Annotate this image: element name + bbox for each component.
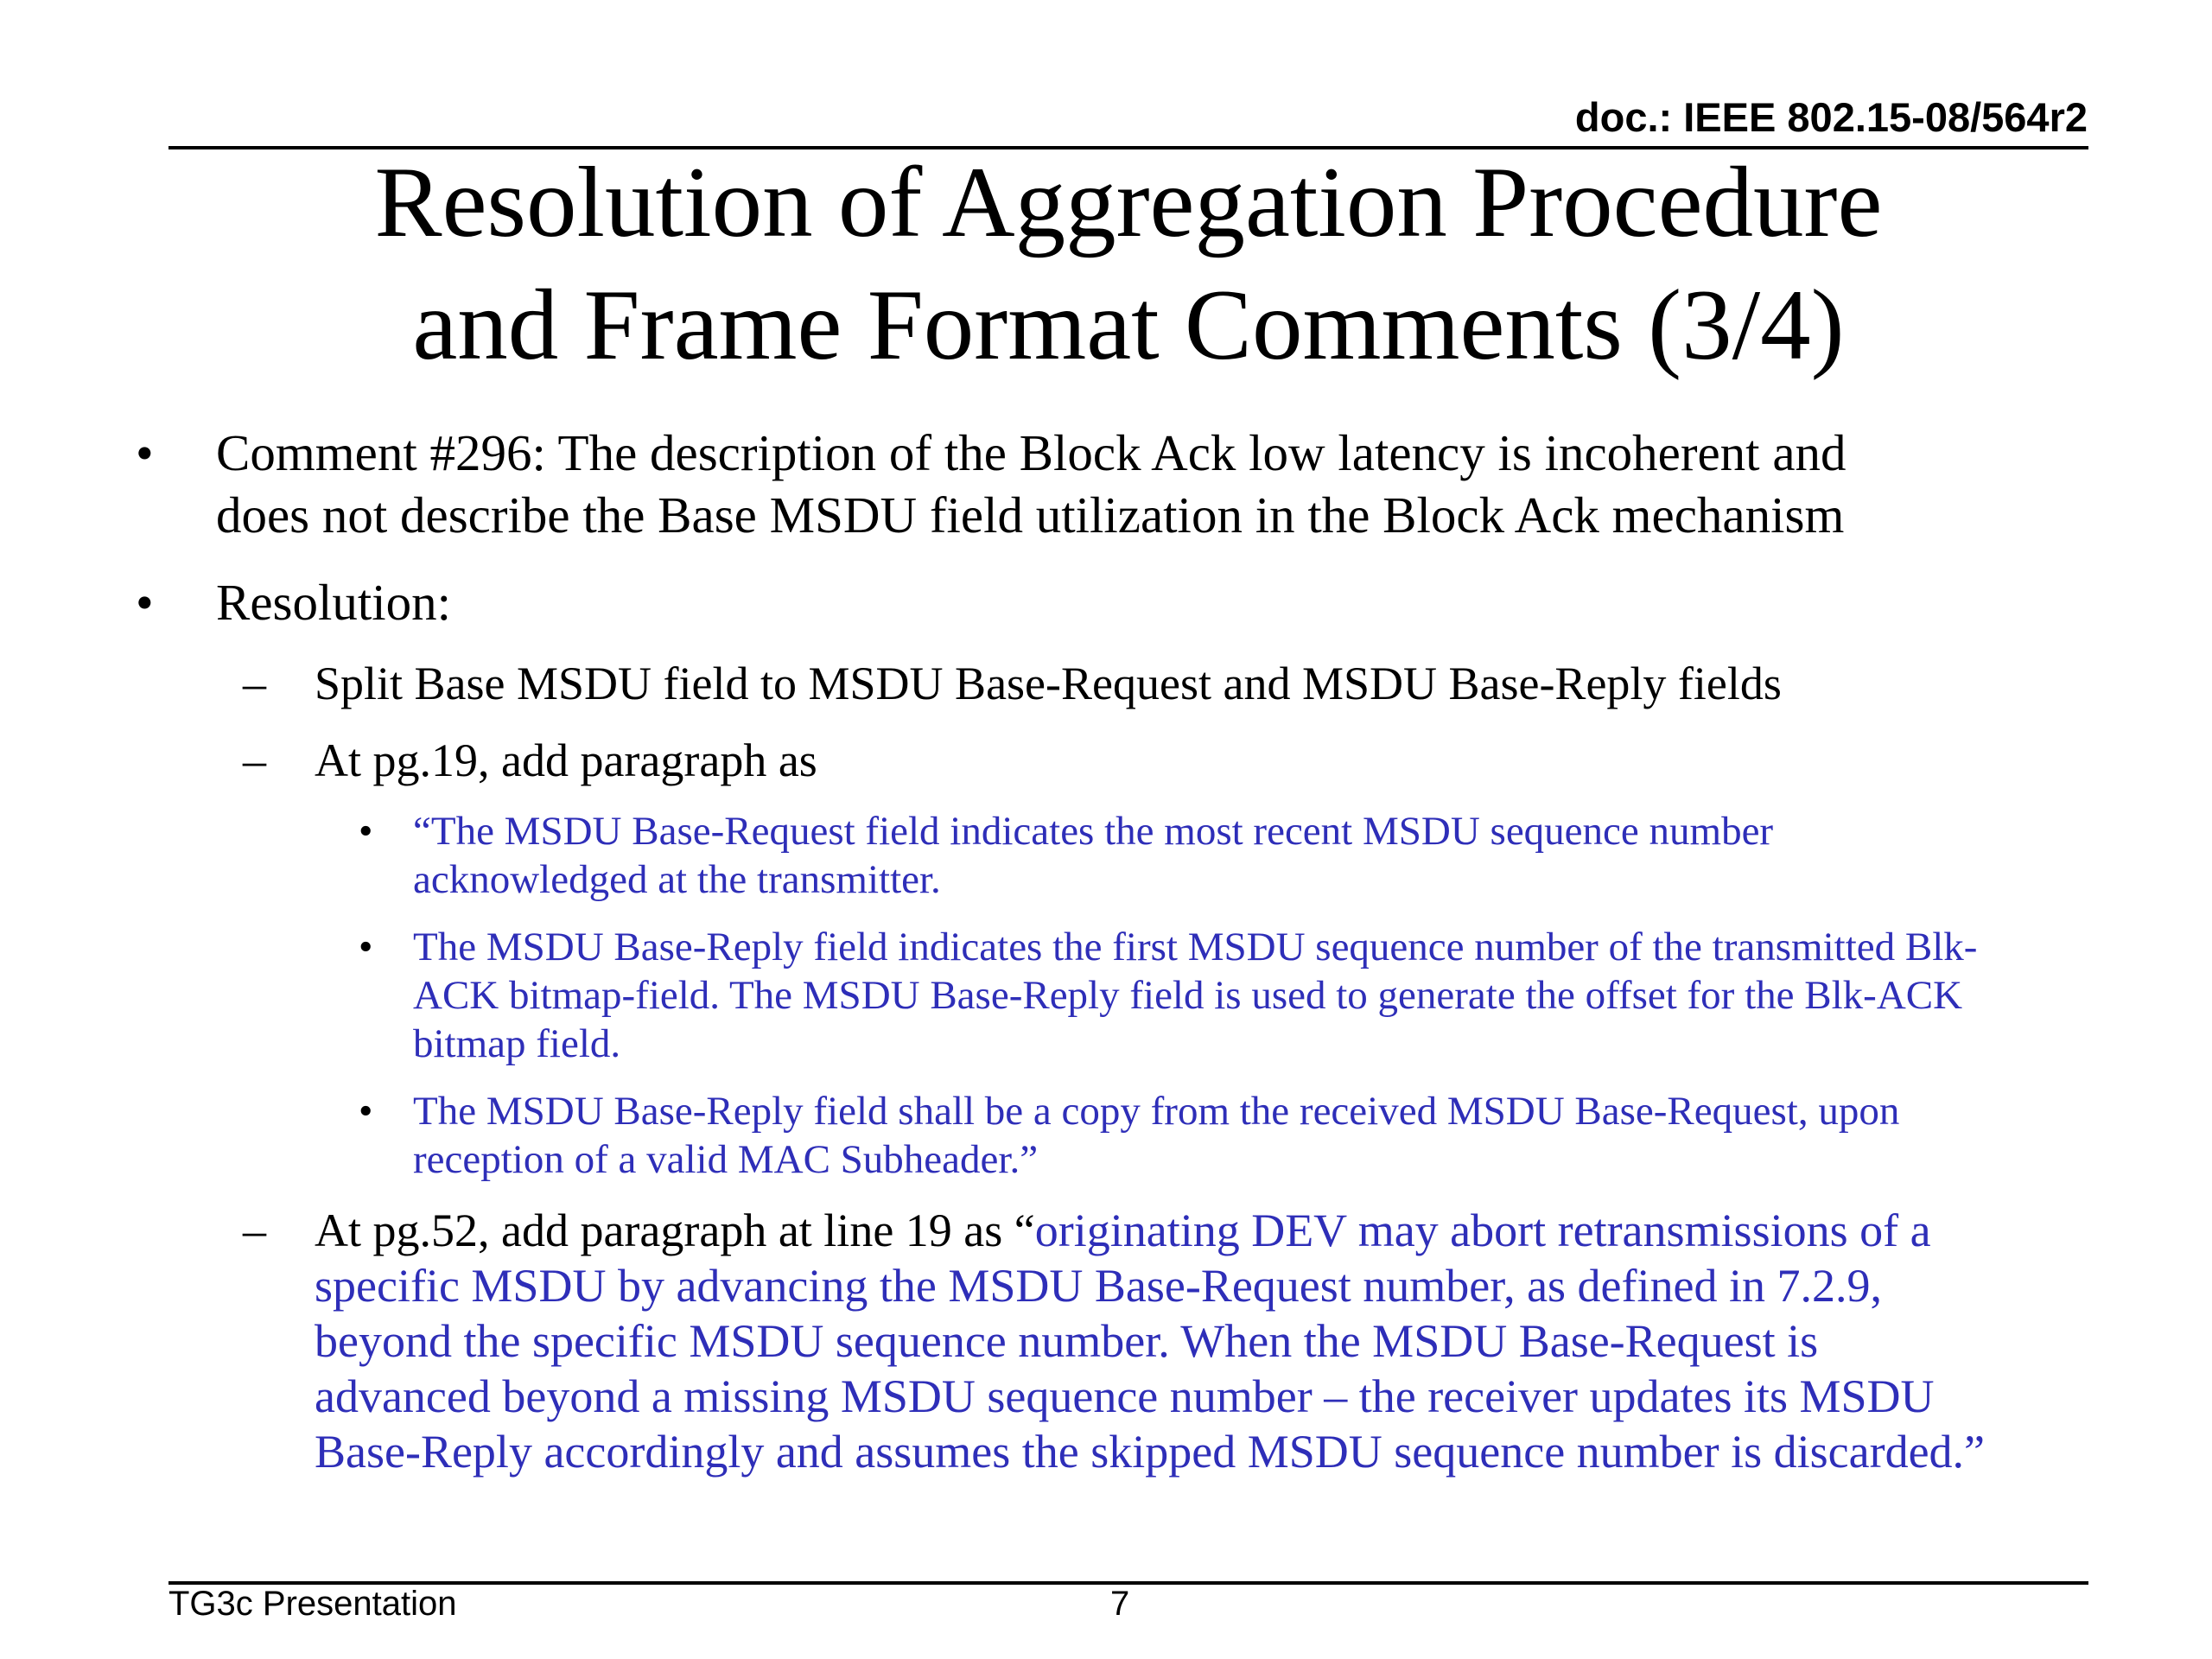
- quote-1-line-2: acknowledged at the transmitter.: [413, 857, 941, 902]
- bullet-icon: •: [136, 574, 154, 631]
- quote-1-line-1: “The MSDU Base-Request field indicates the most recent MSDU sequence number: [413, 809, 1774, 854]
- bullet-icon: •: [359, 925, 373, 969]
- footer-presentation-name: TG3c Presentation: [168, 1585, 457, 1623]
- quote-3-line-1: The MSDU Base-Reply field shall be a copy from the received MSDU Base-Request, upon: [413, 1089, 1900, 1134]
- quote-2-line-3: bitmap field.: [413, 1021, 621, 1066]
- split-text: Split Base MSDU field to MSDU Base-Request and MSDU Base-Reply fields: [315, 658, 1782, 709]
- slide-title: [168, 142, 2088, 387]
- comment-line-2: does not describe the Base MSDU field utilization in the Block Ack mechanism: [216, 486, 1845, 543]
- bullet-icon: •: [136, 424, 154, 481]
- quote-item-2: [359, 923, 2098, 1068]
- pg19-item: [243, 733, 2129, 788]
- dash-icon: –: [243, 734, 266, 786]
- page-number: 7: [1110, 1585, 1130, 1623]
- pg52-line-1: [315, 1203, 2129, 1258]
- document-id: doc.: IEEE 802.15-08/564r2: [1574, 94, 2088, 140]
- comment-bullet: [136, 422, 2117, 546]
- pg52-item: [243, 1203, 2129, 1479]
- dash-icon: –: [243, 658, 266, 709]
- dash-icon: –: [243, 1205, 266, 1256]
- comment-line-1: Comment #296: The description of the Block Ack low latency is incoherent and: [216, 424, 1847, 481]
- bullet-icon: •: [359, 809, 373, 854]
- quote-2-line-1: The MSDU Base-Reply field indicates the first MSDU sequence number of the transmitted Blk-: [413, 925, 1978, 969]
- pg52-prefix: At pg.52, add paragraph at line 19 as “: [315, 1205, 1035, 1256]
- pg19-text: At pg.19, add paragraph as: [315, 734, 817, 786]
- pg52-quote-line-1: originating DEV may abort retransmissions of a: [1034, 1205, 1931, 1256]
- pg52-quote-line-2: specific MSDU by advancing the MSDU Base-Request number, as defined in 7.2.9,: [315, 1260, 1882, 1312]
- quote-3-line-2: reception of a valid MAC Subheader.”: [413, 1137, 1039, 1182]
- pg52-quote-line-4: advanced beyond a missing MSDU sequence number – the receiver updates its MSDU: [315, 1370, 1935, 1422]
- resolution-label: Resolution:: [216, 574, 452, 631]
- quote-item-1: [359, 807, 2098, 904]
- pg52-quote-line-3: beyond the specific MSDU sequence number. When the MSDU Base-Request is: [315, 1315, 1819, 1367]
- bullet-icon: •: [359, 1089, 373, 1134]
- pg52-quote-line-5: Base-Reply accordingly and assumes the skipped MSDU sequence number is discarded.”: [315, 1426, 1986, 1478]
- resolution-bullet: [136, 571, 2117, 633]
- title-line-1: Resolution of Aggregation Procedure: [374, 147, 1883, 258]
- quote-item-3: [359, 1087, 2098, 1184]
- split-item: [243, 656, 2129, 711]
- quote-2-line-2: ACK bitmap-field. The MSDU Base-Reply field is used to generate the offset for the Blk-ACK: [413, 973, 1963, 1018]
- title-line-2: and Frame Format Comments (3/4): [412, 270, 1845, 381]
